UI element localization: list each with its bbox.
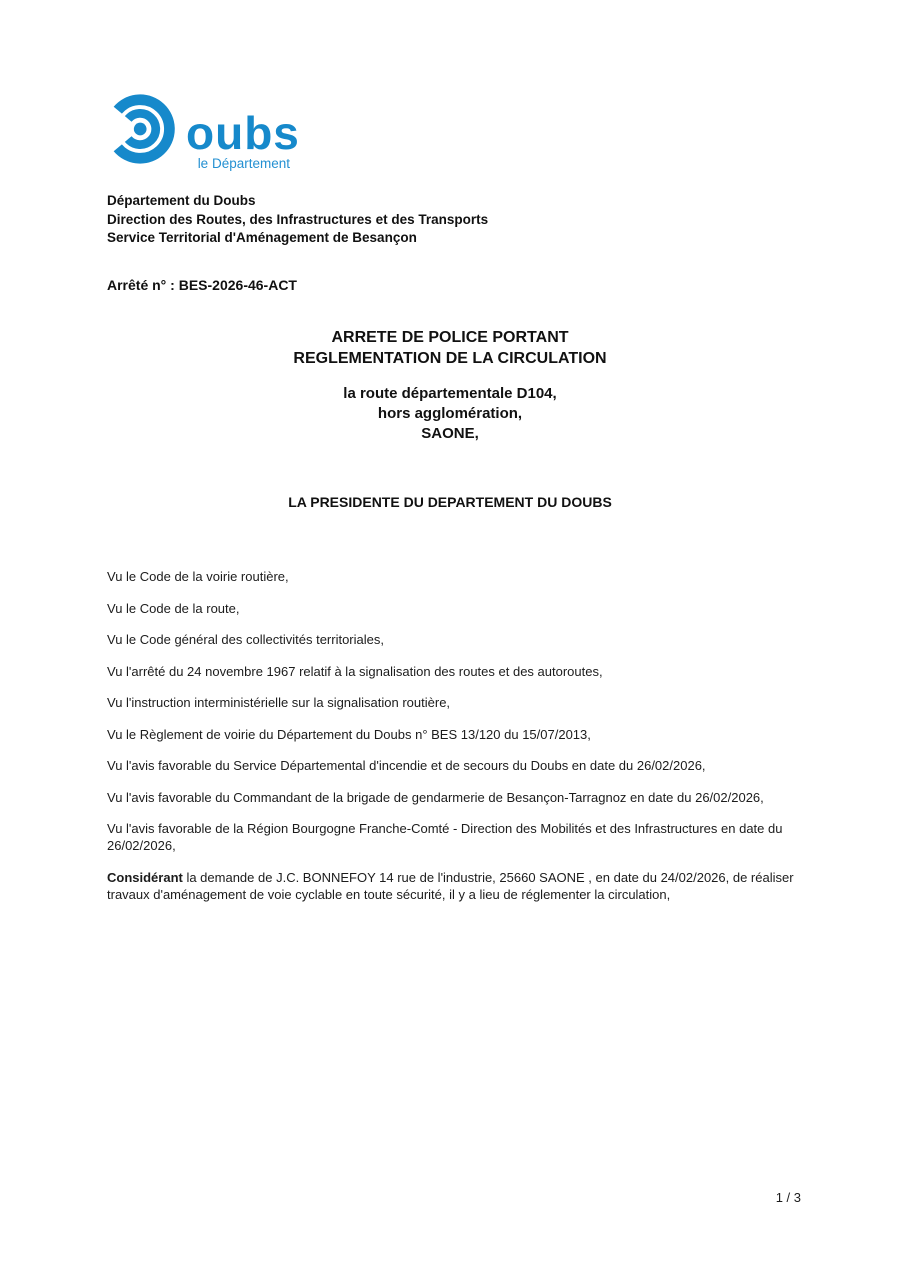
document-subtitle	[0, 384, 900, 444]
considerant-paragraph	[107, 869, 809, 903]
authority-line: LA PRESIDENTE DU DEPARTEMENT DU DOUBS	[288, 494, 612, 510]
title-line-2: REGLEMENTATION DE LA CIRCULATION	[293, 350, 607, 367]
doubs-logo	[112, 90, 312, 171]
document-title	[0, 327, 900, 369]
title-line-1: ARRETE DE POLICE PORTANT	[331, 329, 569, 346]
sender-line-direction: Direction des Routes, des Infrastructures et des Transports	[107, 211, 489, 227]
recital: Vu le Code général des collectivités territoriales,	[107, 632, 384, 647]
body-text	[107, 568, 809, 917]
logo-tagline: le Département	[197, 156, 290, 171]
doubs-d-icon	[112, 90, 184, 168]
recital: Vu le Règlement de voirie du Département du Doubs n° BES 13/120 du 15/07/2013,	[107, 726, 591, 742]
recital: Vu l'instruction interministérielle sur la signalisation routière,	[107, 695, 451, 710]
sender-line-service: Service Territorial d'Aménagement de Besançon	[107, 230, 417, 245]
sender-line-departement: Département du Doubs	[107, 193, 256, 208]
page-number: 1 / 3	[775, 1190, 801, 1205]
recital: Vu l'avis favorable du Commandant de la brigade de gendarmerie de Besançon-Tarragnoz en date du 26/02/2026,	[107, 789, 764, 805]
subtitle-road: la route départementale D104,	[343, 385, 557, 402]
recital: Vu l'avis favorable de la Région Bourgogne Franche-Comté - Direction des Mobilités et des Infrastructures en date du 26/02/2026,	[107, 821, 783, 853]
subtitle-zone: hors agglomération,	[377, 405, 523, 422]
logo-wordmark: oubs	[186, 107, 300, 159]
subtitle-commune: SAONE,	[421, 425, 479, 442]
recital: Vu l'arrêté du 24 novembre 1967 relatif à la signalisation des routes et des autoroutes,	[107, 663, 603, 679]
sender-block	[107, 192, 488, 248]
recital: Vu l'avis favorable du Service Départemental d'incendie et de secours du Doubs en date du 26/02/2026,	[107, 758, 706, 773]
considerant-lead: Considérant	[107, 869, 183, 885]
considerant-text: la demande de J.C. BONNEFOY 14 rue de l'industrie, 25660 SAONE , en date du 24/02/2026, de réaliser travaux d'aménagement de voie cyclable en toute sécurité, il y a lieu de réglementer la circulation,	[107, 869, 794, 902]
recital: Vu le Code de la route,	[107, 600, 240, 616]
arrete-number: Arrêté n° : BES-2026-46-ACT	[107, 277, 297, 293]
recital: Vu le Code de la voirie routière,	[107, 569, 289, 584]
